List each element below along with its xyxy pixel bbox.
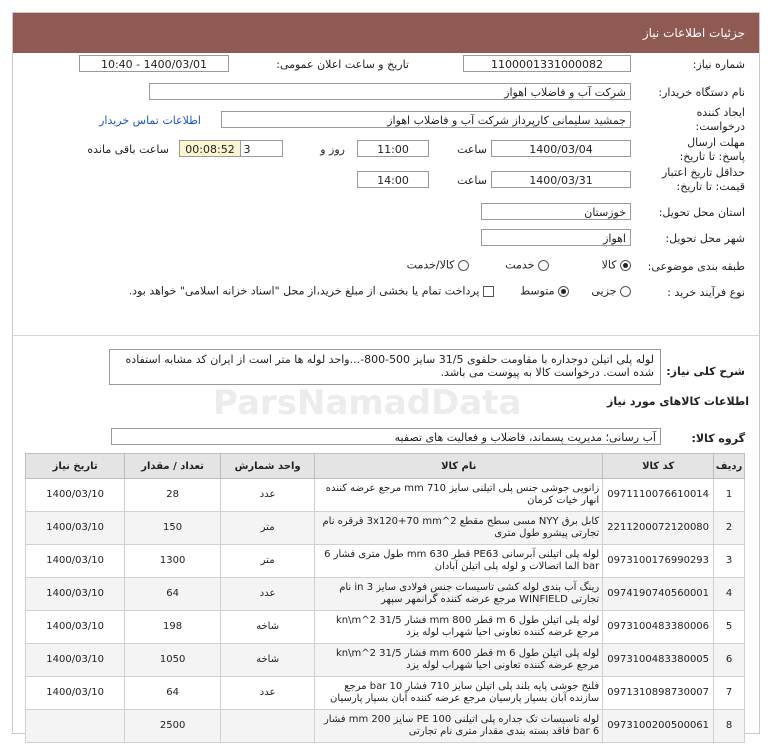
need-number-value: 1100001331000082: [463, 55, 631, 72]
unit-cell: متر: [220, 512, 314, 545]
remaining-time-label: ساعت باقی مانده: [87, 143, 169, 156]
date-cell: 1400/03/10: [26, 644, 125, 677]
table-row: [26, 512, 745, 545]
panel-title: جزئیات اطلاعات نیاز: [13, 13, 759, 53]
process-label: نوع فرآیند خرید :: [667, 286, 745, 299]
radio-icon[interactable]: [620, 286, 631, 297]
code-cell: 0974190740560001: [603, 578, 714, 611]
goods-group-value: آب رسانی؛ مدیریت پسماند، فاضلاب و فعالیت های تصفیه: [111, 428, 661, 445]
qty-cell: 2500: [125, 710, 221, 743]
name-cell: فلنج جوشی پایه بلند پلی اتیلن سایز 710 فشار 10 bar مرجع سازنده آبان بسپار پارسیان مرجع عرضه کننده آبان بسپار پارسیان: [315, 677, 603, 710]
date-cell: 1400/03/10: [26, 578, 125, 611]
description-label: شرح کلی نیاز:: [666, 365, 745, 378]
reply-deadline-label: مهلت ارسال پاسخ: تا تاریخ:: [679, 136, 745, 163]
table-row: [26, 644, 745, 677]
remaining-time-value: 00:08:52: [179, 140, 241, 157]
date-cell: 1400/03/10: [26, 479, 125, 512]
table-row: [26, 710, 745, 743]
watermark-text: ParsNamadData: [213, 383, 522, 423]
details-panel: [12, 12, 760, 737]
validity-date-value: 1400/03/31: [491, 171, 631, 188]
description-text: لوله پلی اتیلن دوجداره با مقاومت حلقوی 31/5 سایز 500-800-...واحد لوله ها متر است از ایران کد مشابه استفاده شده است. درخواست کالا به پیوست می باشد.: [109, 349, 661, 385]
table-row: [26, 611, 745, 644]
radio-icon[interactable]: [458, 260, 469, 271]
col-qty-header: تعداد / مقدار: [125, 454, 221, 479]
name-cell: لوله پلی اتیلن طول 6 m قطر 800 mm فشار 31/5 kn\m^2 مرجع عرضه کننده تعاونی احیا شهراب لوله یزد: [315, 611, 603, 644]
col-row-header: ردیف: [714, 454, 745, 479]
process-option-minor[interactable]: جزیی: [591, 284, 631, 298]
code-cell: 0973100483380005: [603, 644, 714, 677]
unit-cell: شاخه: [220, 611, 314, 644]
code-cell: 0971110076610014: [603, 479, 714, 512]
row-index-cell: 5: [714, 611, 745, 644]
validity-label: حداقل تاریخ اعتبار قیمت: تا تاریخ:: [661, 166, 745, 193]
qty-cell: 198: [125, 611, 221, 644]
checkbox-icon[interactable]: [483, 286, 494, 297]
table-row: [26, 578, 745, 611]
name-cell: زانویی جوشی جنس پلی اتیلنی سایز 710 mm مرجع عرضه کننده انهار خیات کرمان: [315, 479, 603, 512]
row-index-cell: 8: [714, 710, 745, 743]
divider: [13, 335, 759, 336]
unit-cell: [220, 710, 314, 743]
reply-date-value: 1400/03/04: [491, 140, 631, 157]
qty-cell: 64: [125, 578, 221, 611]
date-cell: 1400/03/10: [26, 611, 125, 644]
radio-selected-icon[interactable]: [620, 260, 631, 271]
process-option-medium[interactable]: متوسط: [520, 284, 569, 298]
qty-cell: 64: [125, 677, 221, 710]
col-code-header: کد کالا: [603, 454, 714, 479]
row-index-cell: 7: [714, 677, 745, 710]
col-name-header: نام کالا: [315, 454, 603, 479]
province-value: خوزستان: [481, 203, 631, 220]
goods-section-title: اطلاعات کالاهای مورد نیاز: [607, 395, 749, 408]
date-cell: [26, 710, 125, 743]
qty-cell: 1300: [125, 545, 221, 578]
announce-label: تاریخ و ساعت اعلان عمومی:: [276, 58, 409, 71]
date-cell: 1400/03/10: [26, 512, 125, 545]
unit-cell: عدد: [220, 677, 314, 710]
goods-group-label: گروه کالا:: [691, 432, 745, 445]
category-option-goods-service[interactable]: کالا/خدمت: [407, 258, 469, 272]
name-cell: لوله پلی اتیلن طول 6 m قطر 600 mm فشار 31/5 kn\m^2 مرجع عرضه کننده تعاونی احیا شهراب لوله یزد: [315, 644, 603, 677]
qty-cell: 150: [125, 512, 221, 545]
name-cell: لوله پلی اتیلنی آبرسانی PE63 قطر 630 mm طول متری فشار 6 bar الما اتصالات و لوله پلی اتیلن آبادان: [315, 545, 603, 578]
table-row: [26, 479, 745, 512]
table-header-row: [26, 454, 745, 479]
category-option-goods[interactable]: کالا: [602, 258, 631, 272]
name-cell: کابل برق NYY مسی سطح مقطع 2^3x120+70 mm قرقره نام تجارتی پیشرو طول متری: [315, 512, 603, 545]
payment-treasury-option[interactable]: پرداخت تمام یا بخشی از مبلغ خرید،از محل "اسناد خزانه اسلامی" خواهد بود.: [129, 284, 494, 298]
date-cell: 1400/03/10: [26, 677, 125, 710]
province-label: استان محل تحویل:: [658, 206, 745, 219]
row-index-cell: 1: [714, 479, 745, 512]
col-unit-header: واحد شمارش: [220, 454, 314, 479]
code-cell: 0973100483380006: [603, 611, 714, 644]
buyer-label: نام دستگاه خریدار:: [658, 86, 745, 99]
category-label: طبقه بندی موضوعی:: [647, 260, 745, 273]
date-cell: 1400/03/10: [26, 545, 125, 578]
unit-cell: عدد: [220, 578, 314, 611]
days-label: روز و: [320, 143, 345, 156]
row-index-cell: 6: [714, 644, 745, 677]
name-cell: لوله تاسیسات تک جداره پلی اتیلنی PE 100 سایز 200 mm فشار 6 bar فاقد بسته بندی مقدار متری نام تجارتی: [315, 710, 603, 743]
code-cell: 0971310898730007: [603, 677, 714, 710]
code-cell: 0973100200500061: [603, 710, 714, 743]
days-value: 3: [211, 140, 283, 157]
need-number-label: شماره نیاز:: [692, 58, 745, 71]
row-index-cell: 3: [714, 545, 745, 578]
table-row: [26, 545, 745, 578]
unit-cell: شاخه: [220, 644, 314, 677]
unit-cell: متر: [220, 545, 314, 578]
code-cell: 0973100176990293: [603, 545, 714, 578]
validity-time-value: 14:00: [357, 171, 429, 188]
buyer-value: شرکت آب و فاضلاب اهواز: [149, 83, 631, 100]
radio-icon[interactable]: [538, 260, 549, 271]
code-cell: 2211200072120080: [603, 512, 714, 545]
name-cell: رینگ آب بندی لوله کشی تاسیسات جنس فولادی سایز 3 in نام تجارتی WINFIELD مرجع عرضه کننده گرانمهر سپهر: [315, 578, 603, 611]
reply-time-value: 11:00: [357, 140, 429, 157]
radio-selected-icon[interactable]: [558, 286, 569, 297]
goods-table-body: [26, 479, 745, 743]
unit-cell: عدد: [220, 479, 314, 512]
row-index-cell: 2: [714, 512, 745, 545]
qty-cell: 28: [125, 479, 221, 512]
row-index-cell: 4: [714, 578, 745, 611]
col-date-header: تاریخ نیاز: [26, 454, 125, 479]
validity-time-label: ساعت: [457, 174, 487, 187]
announce-value: 1400/03/01 - 10:40: [79, 55, 229, 72]
city-label: شهر محل تحویل:: [665, 232, 745, 245]
creator-value: جمشید سلیمانی کارپرداز شرکت آب و فاضلاب اهواز: [221, 111, 631, 128]
reply-time-label: ساعت: [457, 143, 487, 156]
contact-buyer-link[interactable]: اطلاعات تماس خریدار: [99, 114, 201, 127]
category-option-service[interactable]: خدمت: [505, 258, 549, 272]
goods-table: [25, 453, 745, 743]
qty-cell: 1050: [125, 644, 221, 677]
city-value: اهواز: [481, 229, 631, 246]
table-row: [26, 677, 745, 710]
creator-label: ایجاد کننده درخواست:: [695, 106, 745, 133]
